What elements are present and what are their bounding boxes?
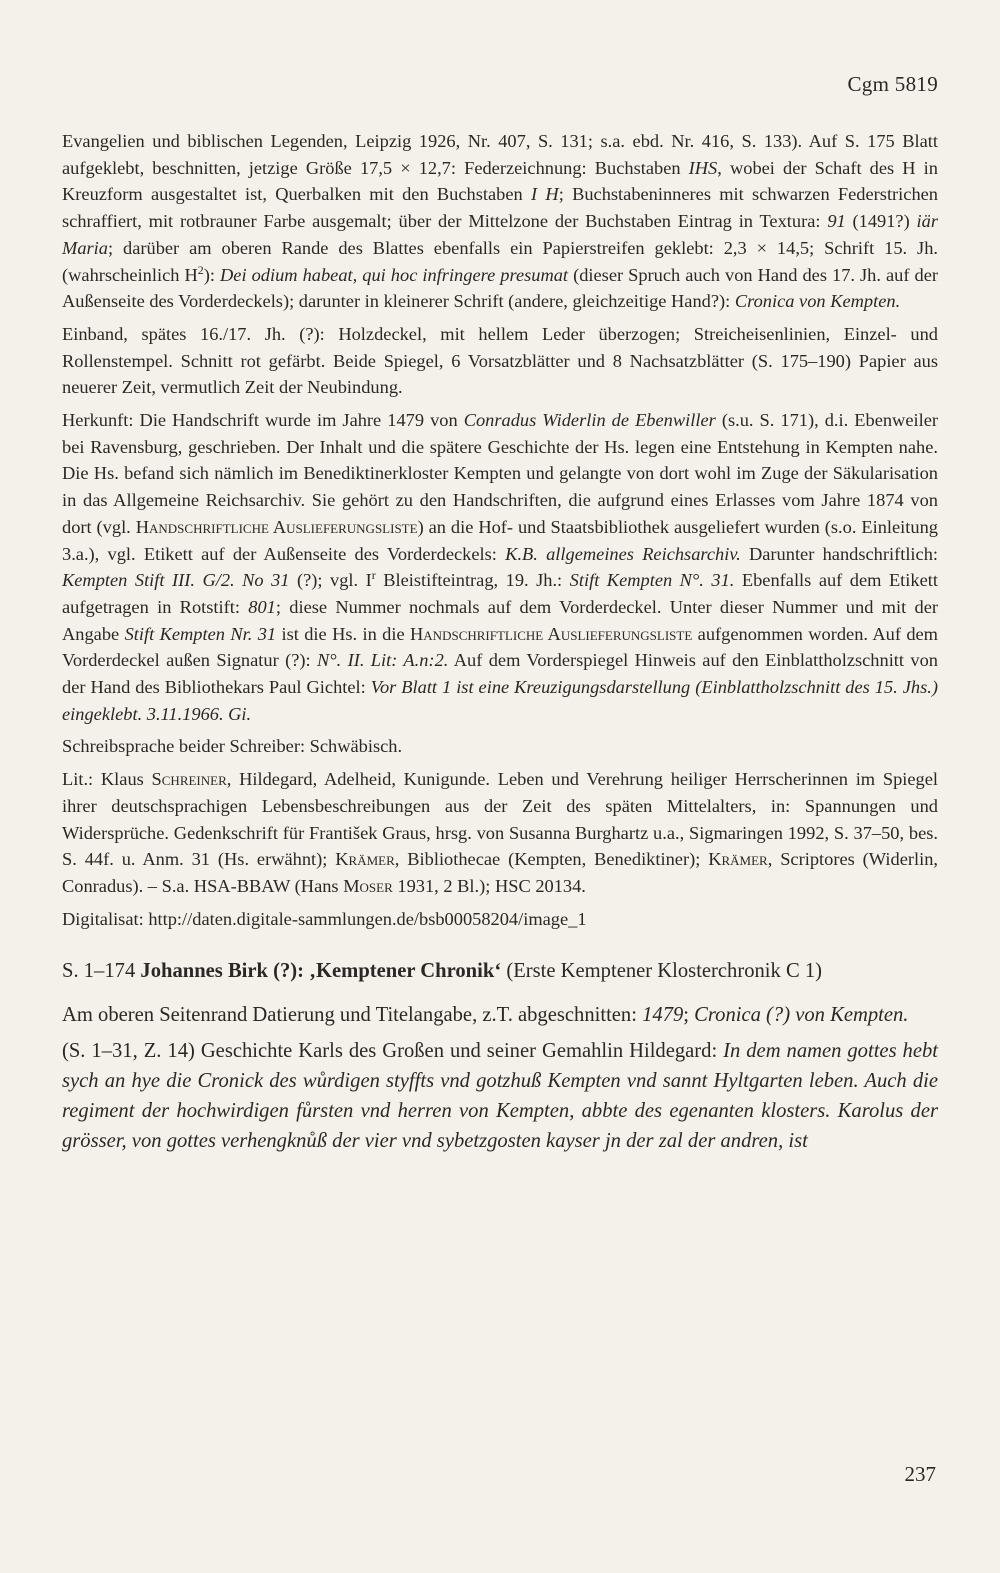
paragraph-digital-copy: Digitalisat: http://daten.digitale-sammlungen.de/bsb00058204/image_1 <box>62 908 587 929</box>
paragraph-dating: Am oberen Seitenrand Datierung und Titelangabe, z.T. abgeschnitten: 1479; Cronica (?) von Kempten. <box>62 1004 909 1027</box>
main-text <box>62 128 938 1162</box>
paragraph-description: Evangelien und biblischen Legenden, Leipzig 1926, Nr. 407, S. 131; s.a. ebd. Nr. 416, S. 133). Auf S. 175 Blatt aufgeklebt, beschnitten, jetzige Größe 17,5 × 12,7: Federzeichnung: Buchstaben IHS, wobei der Schaft des H in Kreuzform ausgestaltet ist, Querbalken mit den Buchstaben I H; Buchstabeninneres mit schwarzen Federstrichen schraffiert, mit rotbrauner Farbe ausgemalt; über der Mittelzone der Buchstaben Eintrag in Textura: 91 (1491?) iär Maria; darüber am oberen Rande des Blattes ebenfalls ein Papierstreifen geklebt: 2,3 × 14,5; Schrift 15. Jh. (wahrscheinlich $H^2$): Dei odium habeat, qui hoc infringere presumat (dieser Spruch auch von Hand des 17. Jh. auf der Außenseite des Vorderdeckels); darunter in kleinerer Schrift (andere, gleichzeitige Hand?): Cronica von Kempten. <box>62 131 938 312</box>
paragraph-chronicle-text: (S. 1–31, Z. 14) Geschichte Karls des Großen und seiner Gemahlin Hildegard: In dem namen gottes hebt sych an hye die Cronick des wůrdigen styffts vnd gotzhuß Kempten vnd sannt Hyltgarten leben. Auch die regiment der hochwirdigen fůrsten vnd herren von Kempten, abbte des egenanten klosters. Karolus der grösser, von gottes verhengknůß der vier vnd sybetzgosten kayser jn der zal der andren, ist <box>62 1040 938 1153</box>
paragraph-provenance: Herkunft: Die Handschrift wurde im Jahre 1479 von Conradus Widerlin de Ebenwiller (s.u. S. 171), d.i. Ebenweiler bei Ravensburg, geschrieben. Der Inhalt und die spätere Geschichte der Hs. legen eine Entstehung in Kempten nahe. Die Hs. befand sich nämlich im Benediktinerkloster Kempten und gelangte von dort wohl im Zuge der Säkularisation in das Allgemeine Reichsarchiv. Sie gehört zu den Handschriften, die aufgrund eines Erlasses vom Jahre 1874 von dort (vgl. Handschriftliche Auslieferungsliste) an die Hof- und Staatsbibliothek ausgeliefert wurden (s.o. Einleitung 3.a.), vgl. Etikett auf der Außenseite des Vorderdeckels: K.B. allgemeines Reichsarchiv. Darunter handschriftlich: Kempten Stift III. G/2. No 31 (?); vgl. $I^r$ Bleistifteintrag, 19. Jh.: Stift Kempten N°. 31. Ebenfalls auf dem Etikett aufgetragen in Rotstift: 801; diese Nummer nochmals auf dem Vorderdeckel. Unter dieser Nummer und mit der Angabe Stift Kempten Nr. 31 ist die Hs. in die Handschriftliche Auslieferungsliste aufgenommen worden. Auf dem Vorderdeckel außen Signatur (?): N°. II. Lit: A.n:2. Auf dem Vorderspiegel Hinweis auf den Einblattholzschnitt von der Hand des Bibliothekars Paul Gichtel: Vor Blatt 1 ist eine Kreuzigungsdarstellung (Einblattholzschnitt des 15. Jhs.) eingeklebt. 3.11.1966. Gi. <box>62 410 939 724</box>
paragraph-language: Schreibsprache beider Schreiber: Schwäbisch. <box>62 736 403 757</box>
section-heading: S. 1–174 Johannes Birk (?): ‚Kemptener Chronik‘ (Erste Kemptener Klosterchronik C 1) <box>62 960 823 983</box>
running-head-shelfmark: Cgm 5819 <box>847 72 938 96</box>
paragraph-binding: Einband, spätes 16./17. Jh. (?): Holzdeckel, mit hellem Leder überzogen; Streicheisenlinien, Einzel- und Rollenstempel. Schnitt rot gefärbt. Beide Spiegel, 6 Vorsatzblätter und 8 Nachsatzblätter (S. 175–190) Papier aus neuerer Zeit, vermutlich Zeit der Neubindung. <box>62 323 938 398</box>
page-number: 237 <box>904 1462 936 1486</box>
paragraph-literature: Lit.: Klaus Schreiner, Hildegard, Adelheid, Kunigunde. Leben und Verehrung heiliger Herrscherinnen im Spiegel ihrer deutschsprachigen Lebensbeschreibungen aus der Zeit des späten Mittelalters, in: Spannungen und Widersprüche. Gedenkschrift für František Graus, hrsg. von Susanna Burghartz u.a., Sigmaringen 1992, S. 37–50, bes. S. 44f. u. Anm. 31 (Hs. erwähnt); Krämer, Bibliothecae (Kempten, Benediktiner); Krämer, Scriptores (Widerlin, Conradus). – S.a. HSA-BBAW (Hans Moser 1931, 2 Bl.); HSC 20134. <box>62 769 939 896</box>
